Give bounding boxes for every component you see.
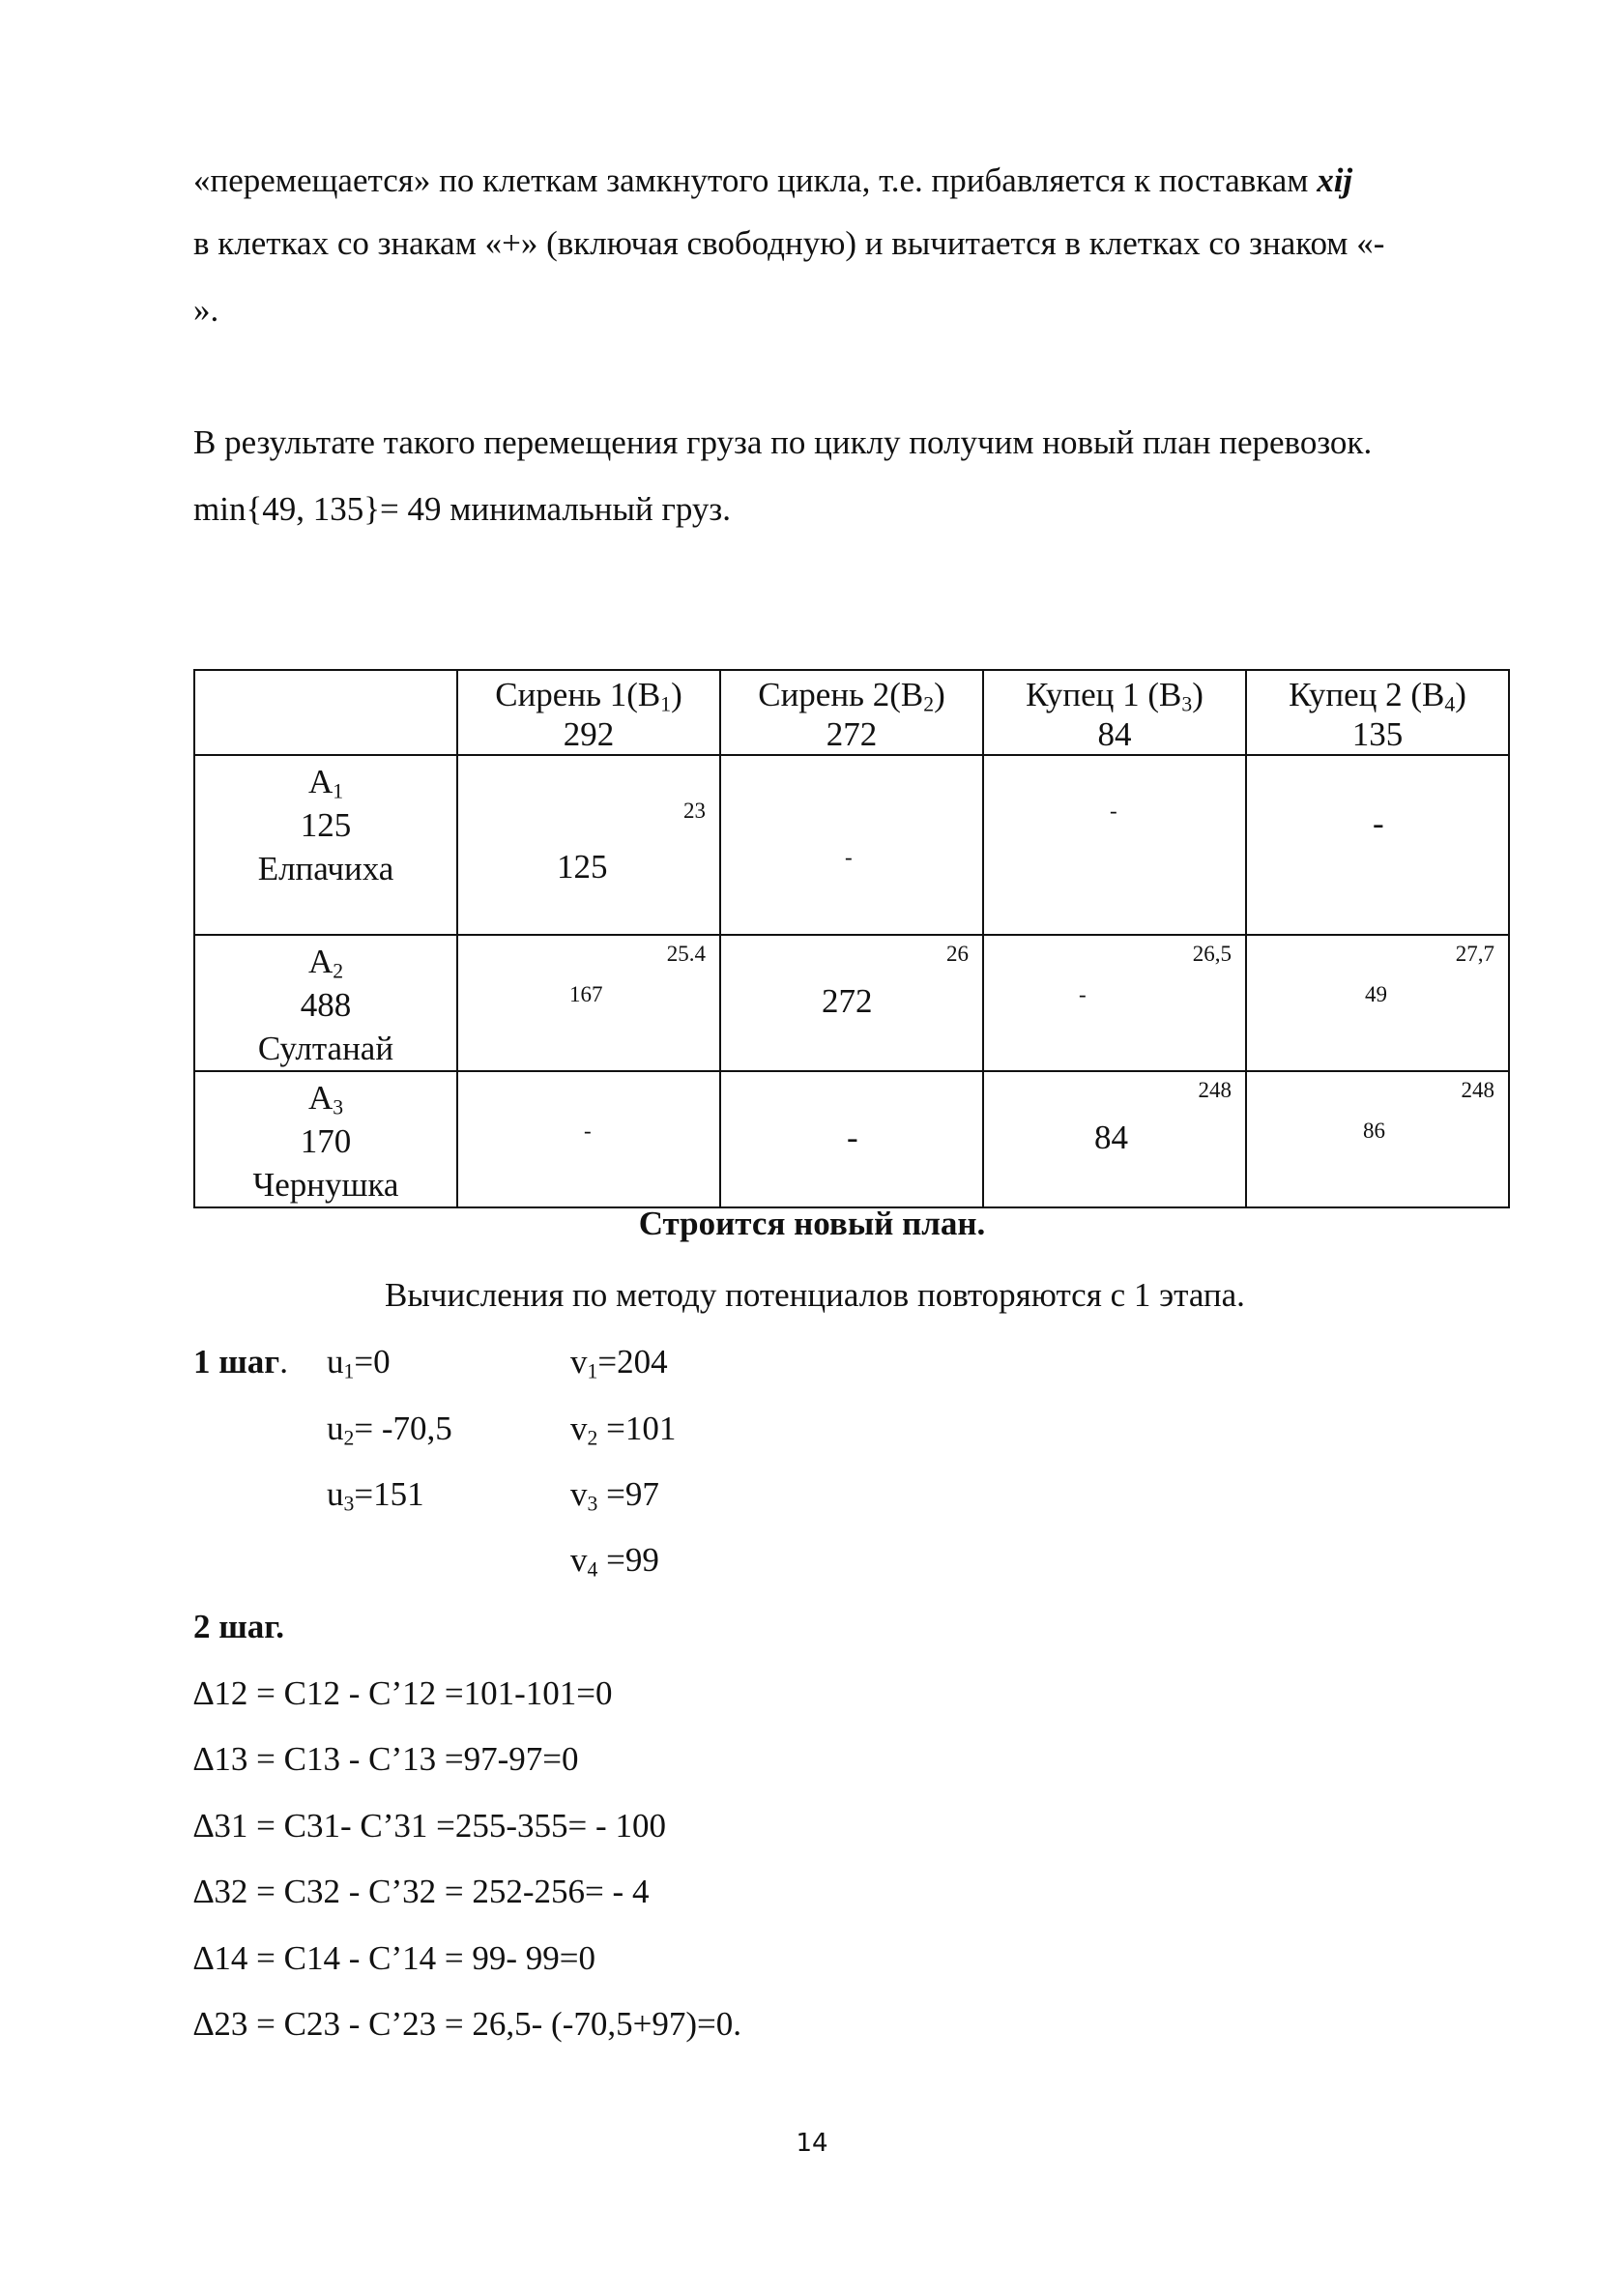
plan-cell — [1246, 755, 1509, 935]
cell-value: - — [1373, 804, 1384, 842]
paragraph-line: В результате такого перемещения груза по циклу получим новый план перевозок. — [193, 423, 1373, 461]
table-row — [194, 1071, 1509, 1207]
plan-cell — [457, 935, 720, 1071]
plan-cell — [457, 1071, 720, 1207]
row-header: $A_1$ 125 Елпачиха — [194, 755, 457, 935]
delta-line: ∆14 = С14 - С’14 = 99- 99=0 — [193, 1939, 596, 1977]
variable-xij: xij — [1317, 161, 1353, 199]
paragraph-line: «перемещается» по клеткам замкнутого цикла, т.е. прибавляется к поставкам xij — [193, 161, 1353, 199]
cell-value: 125 — [557, 848, 608, 886]
step2-label: 2 шаг. — [193, 1608, 284, 1645]
column-header: Купец 1 $(B_3)$ 84 — [983, 670, 1246, 755]
plan-cell — [983, 755, 1246, 935]
cell-value: 272 — [822, 982, 873, 1020]
table-header-row — [194, 670, 1509, 755]
cell-value: - — [847, 1119, 858, 1156]
potential-v3: $v_3 =97$ — [570, 1475, 659, 1516]
page-number: 14 — [796, 2129, 828, 2158]
plan-cell — [720, 935, 983, 1071]
plan-cell — [720, 1071, 983, 1207]
repeat-note: Вычисления по методу потенциалов повторяются с 1 этапа. — [385, 1276, 1245, 1314]
corner-cell — [194, 670, 457, 755]
potential-u3: $u_3=151$ — [327, 1475, 424, 1516]
cell-value: 84 — [1094, 1119, 1128, 1156]
delta-line: ∆13 = С13 - С’13 =97-97=0 — [193, 1740, 579, 1778]
potential-v4: $v_4 =99$ — [570, 1541, 659, 1582]
plan-cell — [983, 1071, 1246, 1207]
delta-line: ∆23 = С23 - С’23 = 26,5- (-70,5+97)=0. — [193, 2005, 741, 2043]
column-header: Сирень $1(B_1)$ 292 — [457, 670, 720, 755]
paragraph-line: в клетках со знакам «+» (включая свободную) и вычитается в клетках со знаком «- — [193, 224, 1385, 262]
cell-value: 167 — [569, 982, 603, 1006]
cell-cost: 248 — [1198, 1078, 1232, 1102]
potential-v2: $v_2 =101$ — [570, 1410, 677, 1450]
step1-row: 1 шаг. — [193, 1343, 288, 1381]
paragraph-line: min{49, 135}= 49 минимальный груз. — [193, 490, 732, 528]
plan-cell — [1246, 935, 1509, 1071]
cell-cost: 27,7 — [1455, 942, 1494, 966]
table-caption: Строится новый план. — [638, 1205, 986, 1242]
cell-cost: 248 — [1461, 1078, 1494, 1102]
delta-line: ∆32 = С32 - С’32 = 252-256= - 4 — [193, 1873, 650, 1910]
cell-value: - — [1079, 982, 1087, 1006]
row-header: $A_2$ 488 Султанай — [194, 935, 457, 1071]
row-header: $A_3$ 170 Чернушка — [194, 1071, 457, 1207]
transport-plan-table — [193, 669, 1510, 1208]
paragraph-line: ». — [193, 291, 219, 329]
table-row — [194, 755, 1509, 935]
cell-value: - — [845, 845, 853, 869]
cell-cost: 25.4 — [666, 942, 706, 966]
step1-label: 1 шаг — [193, 1343, 280, 1381]
potential-v1: $v_1=204$ — [570, 1343, 668, 1383]
delta-line: ∆31 = С31- С’31 =255-355= - 100 — [193, 1807, 666, 1845]
plan-cell — [1246, 1071, 1509, 1207]
cell-value: - — [1110, 799, 1117, 823]
potential-u1: $u_1=0$ — [327, 1343, 391, 1383]
plan-cell — [720, 755, 983, 935]
column-header: Купец 2 $(B_4)$ 135 — [1246, 670, 1509, 755]
cell-cost: 26,5 — [1192, 942, 1232, 966]
plan-cell — [983, 935, 1246, 1071]
table-row — [194, 935, 1509, 1071]
delta-line: ∆12 = С12 - С’12 =101-101=0 — [193, 1674, 613, 1712]
plan-cell — [457, 755, 720, 935]
cell-value: - — [584, 1119, 592, 1143]
cell-cost: 26 — [946, 942, 969, 966]
potential-u2: $u_2= -70,5$ — [327, 1410, 452, 1450]
column-header: Сирень $2(B_2)$ 272 — [720, 670, 983, 755]
cell-value: 49 — [1365, 982, 1387, 1006]
cell-value: 86 — [1363, 1119, 1385, 1143]
cell-cost: 23 — [683, 799, 706, 823]
